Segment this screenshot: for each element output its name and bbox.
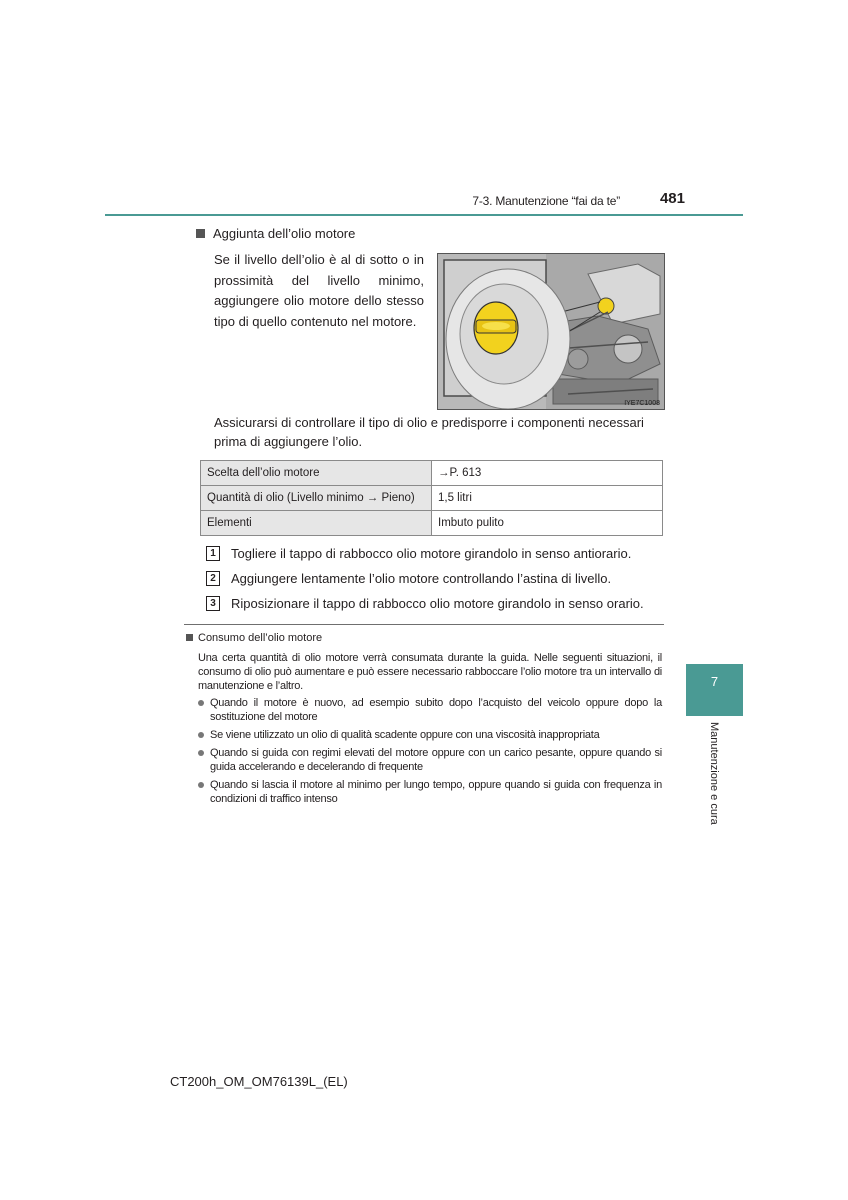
step-item	[206, 591, 676, 616]
table-value-oil-choice: →P. 613	[432, 461, 663, 486]
step-number: 1	[206, 546, 220, 561]
note-bullet-list	[198, 696, 662, 810]
header-section-title: 7-3. Manutenzione “fai da te”	[472, 194, 620, 208]
list-item	[198, 746, 662, 774]
engine-illustration	[438, 254, 664, 409]
bullet-text: Quando si lascia il motore al minimo per lungo tempo, oppure quando si guida con frequenza in condizioni di traffico intenso	[210, 779, 662, 805]
step-text: Togliere il tappo di rabbocco olio motore girandolo in senso antiorario.	[231, 546, 632, 561]
table-row	[201, 461, 663, 486]
step-number: 2	[206, 571, 220, 586]
bullet-dot-icon	[198, 700, 204, 706]
step-item	[206, 541, 676, 566]
steps-list	[206, 541, 676, 616]
list-item	[198, 696, 662, 724]
note-body: Una certa quantità di olio motore verrà consumata durante la guida. Nelle seguenti situazioni, il consumo di olio può aumentare e può essere necessario rabboccare l’olio motore tra un intervallo di manutenzione e l’altro.	[198, 652, 662, 692]
engine-oil-cap-figure	[437, 253, 665, 410]
chapter-title: Manutenzione e cura	[708, 722, 720, 825]
list-item	[198, 778, 662, 806]
section-heading	[196, 226, 355, 241]
bullet-text: Se viene utilizzato un olio di qualità scadente oppure con una viscosità inappropriata	[210, 729, 600, 741]
bullet-dot-icon	[198, 782, 204, 788]
bullet-dot-icon	[198, 732, 204, 738]
note-heading	[186, 632, 322, 644]
step-text: Riposizionare il tappo di rabbocco olio motore girandolo in senso orario.	[231, 596, 644, 611]
note-divider	[184, 624, 664, 625]
step-item	[206, 566, 676, 591]
step-text: Aggiungere lentamente l’olio motore controllando l’astina di livello.	[231, 571, 612, 586]
preparation-paragraph: Assicurarsi di controllare il tipo di olio e predisporre i componenti necessari prima di aggiungere l’olio.	[214, 415, 644, 449]
square-bullet-icon	[196, 229, 205, 238]
chapter-tab	[686, 664, 743, 716]
list-item	[198, 728, 662, 742]
table-row	[201, 486, 663, 511]
note-heading-text: Consumo dell’olio motore	[198, 632, 323, 644]
bullet-text: Quando si guida con regimi elevati del motore oppure con un carico pesante, oppure quando si guida accelerando e decelerando di frequente	[210, 747, 662, 773]
table-label-items: Elementi	[201, 511, 432, 536]
section-heading-text: Aggiunta dell’olio motore	[213, 226, 356, 241]
page-number: 481	[659, 190, 685, 207]
bullet-dot-icon	[198, 750, 204, 756]
table-row	[201, 511, 663, 536]
intro-text: Se il livello dell’olio è al di sotto o in prossimità del livello minimo, aggiungere olio motore dello stesso tipo di quello contenuto nel motore.	[214, 252, 424, 329]
table-value-items: Imbuto pulito	[432, 511, 663, 536]
step-number: 3	[206, 596, 220, 611]
table-value-oil-quantity: 1,5 litri	[432, 486, 663, 511]
oil-spec-table	[200, 460, 663, 536]
table-label-oil-choice: Scelta dell’olio motore	[201, 461, 432, 486]
header-rule	[105, 214, 743, 216]
square-bullet-icon	[186, 634, 193, 641]
chapter-number: 7	[710, 674, 719, 689]
bullet-text: Quando il motore è nuovo, ad esempio subito dopo l’acquisto del veicolo oppure dopo la sostituzione del motore	[210, 697, 662, 723]
footer-code: CT200h_OM_OM76139L_(EL)	[170, 1074, 348, 1089]
table-label-oil-quantity: Quantità di olio (Livello minimo → Pieno)	[201, 486, 432, 511]
figure-code: IYE7C1008	[624, 400, 660, 407]
